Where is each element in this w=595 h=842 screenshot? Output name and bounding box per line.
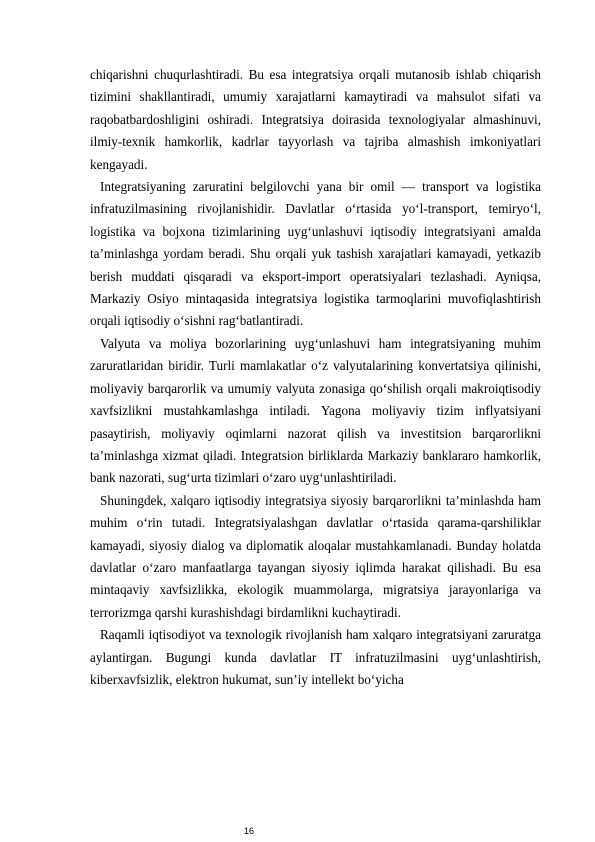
document-body: [90, 64, 541, 691]
paragraph: Valyuta va moliya bozorlarining uyg‘unlashuvi ham integratsiyaning muhim zaruratlaridan biridir. Turli mamlakatlar o‘z valyutalarining konvertatsiya qilinishi, moliyaviy barqarorlik va umumiy valyuta zonasiga qo‘shilish orqali makroiqtisodiy xavfsizlikni mustahkamlashga intiladi. Yagona moliyaviy tizim inflyatsiyani pasaytirish, moliyaviy oqimlarni nazorat qilish va investitsion barqarorlikni ta’minlashga xizmat qiladi. Integratsion birliklarda Markaziy banklararo hamkorlik, bank nazorati, sug‘urta tizimlari o‘zaro uyg‘unlashtiriladi.: [90, 335, 541, 486]
paragraph: Shuningdek, xalqaro iqtisodiy integratsiya siyosiy barqarorlikni ta’minlashda ham muhim o‘rin tutadi. Integratsiyalashgan davlatlar o‘rtasida qarama-qarshiliklar kamayadi, siyosiy dialog va diplomatik aloqalar mustahkamlanadi. Bunday holatda davlatlar o‘zaro manfaatlarga tayangan siyosiy iqlimda harakat qilishadi. Bu esa mintaqaviy xavfsizlikka, ekologik muammolarga, migratsiya jarayonlariga va terrorizmga qarshi kurashishdagi birdamlikni kuchaytiradi.: [90, 492, 541, 620]
paragraph: Raqamli iqtisodiyot va texnologik rivojlanish ham xalqaro integratsiyani zaruratga aylantirgan. Bugungi kunda davlatlar IT infratuzilmasini uyg‘unlashtirish, kiberxavfsizlik, elektron hukumat, sun’iy intellekt bo‘yicha: [90, 627, 541, 687]
page-number: 16: [244, 826, 255, 836]
paragraph: chiqarishni chuqurlashtiradi. Bu esa integratsiya orqali mutanosib ishlab chiqarish tizimini shakllantiradi, umumiy xarajatlarni kamaytiradi va mahsulot sifati va raqobatbardoshligini oshiradi. Integratsiya doirasida texnologiyalar almashinuvi, ilmiy-texnik hamkorlik, kadrlar tayyorlash va tajriba almashish imkoniyatlari kengayadi.: [90, 67, 541, 172]
paragraph: Integratsiyaning zaruratini belgilovchi yana bir omil — transport va logistika infratuzilmasining rivojlanishidir. Davlatlar o‘rtasida yo‘l-transport, temiryo‘l, logistika va bojxona tizimlarining uyg‘unlashuvi iqtisodiy integratsiyani amalda ta’minlashga yordam beradi. Shu orqali yuk tashish xarajatlari kamayadi, yetkazib berish muddati qisqaradi va eksport-import operatsiyalari tezlashadi. Ayniqsa, Markaziy Osiyo mintaqasida integratsiya logistika tarmoqlarini muvofiqlashtirish orqali iqtisodiy o‘sishni rag‘batlantiradi.: [90, 179, 541, 329]
